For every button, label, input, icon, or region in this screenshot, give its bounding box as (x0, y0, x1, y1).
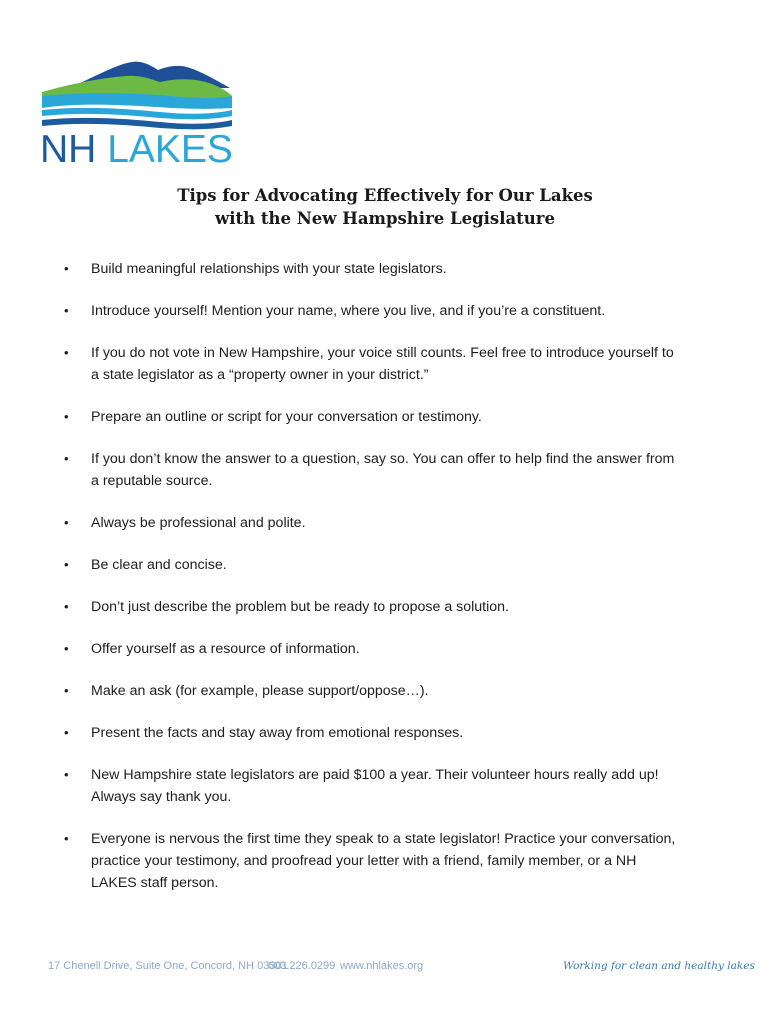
footer-website[interactable]: www.nhlakes.org (340, 960, 424, 972)
tip-text (91, 554, 731, 576)
bullet-icon: • (64, 683, 69, 698)
bullet-icon: • (64, 767, 69, 782)
tip-line: Prepare an outline or script for your conversation or testimony. (91, 409, 482, 425)
footer (0, 960, 770, 980)
bullet-icon: • (64, 261, 69, 276)
tip-line: Present the facts and stay away from emotional responses. (91, 725, 464, 741)
tip-text (91, 722, 731, 744)
footer-address: 17 Chenell Drive, Suite One, Concord, NH 03301 (48, 960, 288, 972)
tip-line: LAKES staff person. (91, 875, 219, 891)
tip-text (91, 596, 731, 618)
tip-line: Always be professional and polite. (91, 515, 306, 531)
bullet-icon: • (64, 557, 69, 572)
logo-lakes: LAKES (107, 128, 233, 171)
tip-text (91, 828, 731, 894)
tip-line: a reputable source. (91, 473, 213, 489)
tip-line: practice your testimony, and proofread your letter with a friend, family member, or a NH (91, 853, 637, 869)
tip-line: Build meaningful relationships with your state legislators. (91, 261, 447, 277)
bullet-icon: • (64, 641, 69, 656)
tip-line: Everyone is nervous the first time they speak to a state legislator! Practice your conversation, (91, 831, 676, 847)
bullet-icon: • (64, 515, 69, 530)
tip-text (91, 680, 731, 702)
tip-line: If you don’t know the answer to a question, say so. You can offer to help find the answer from (91, 451, 675, 467)
tip-text (91, 406, 731, 428)
tip-line: Don’t just describe the problem but be ready to propose a solution. (91, 599, 509, 615)
tip-text (91, 512, 731, 534)
title-line-1: Tips for Advocating Effectively for Our Lakes (177, 186, 593, 205)
tip-line: Be clear and concise. (91, 557, 227, 573)
tip-line: Offer yourself as a resource of information. (91, 641, 360, 657)
bullet-icon: • (64, 599, 69, 614)
page-title (0, 184, 770, 230)
tip-line: Introduce yourself! Mention your name, where you live, and if you’re a constituent. (91, 303, 606, 319)
tip-text (91, 258, 731, 280)
nh-lakes-logo (40, 58, 234, 170)
tip-text (91, 638, 731, 660)
tip-line: New Hampshire state legislators are paid $100 a year. Their volunteer hours really add up! (91, 767, 659, 783)
tip-text (91, 764, 731, 808)
bullet-icon: • (64, 345, 69, 360)
bullet-icon: • (64, 831, 69, 846)
logo-wordmark (40, 130, 233, 170)
tip-line: If you do not vote in New Hampshire, your voice still counts. Feel free to introduce yourself to (91, 345, 674, 361)
tip-line: Always say thank you. (91, 789, 232, 805)
bullet-icon: • (64, 725, 69, 740)
tip-line: Make an ask (for example, please support/oppose…). (91, 683, 429, 699)
tip-text (91, 448, 731, 492)
tip-text (91, 342, 731, 386)
tip-text (91, 300, 731, 322)
footer-phone: 603.226.0299 (268, 960, 336, 972)
footer-tagline: Working for clean and healthy lakes (563, 960, 755, 972)
title-line-2: with the New Hampshire Legislature (215, 209, 555, 228)
logo-nh: NH (40, 128, 97, 171)
bullet-icon: • (64, 409, 69, 424)
lake-mountain-icon (40, 58, 234, 130)
tip-line: a state legislator as a “property owner in your district.” (91, 367, 429, 383)
bullet-icon: • (64, 303, 69, 318)
bullet-icon: • (64, 451, 69, 466)
